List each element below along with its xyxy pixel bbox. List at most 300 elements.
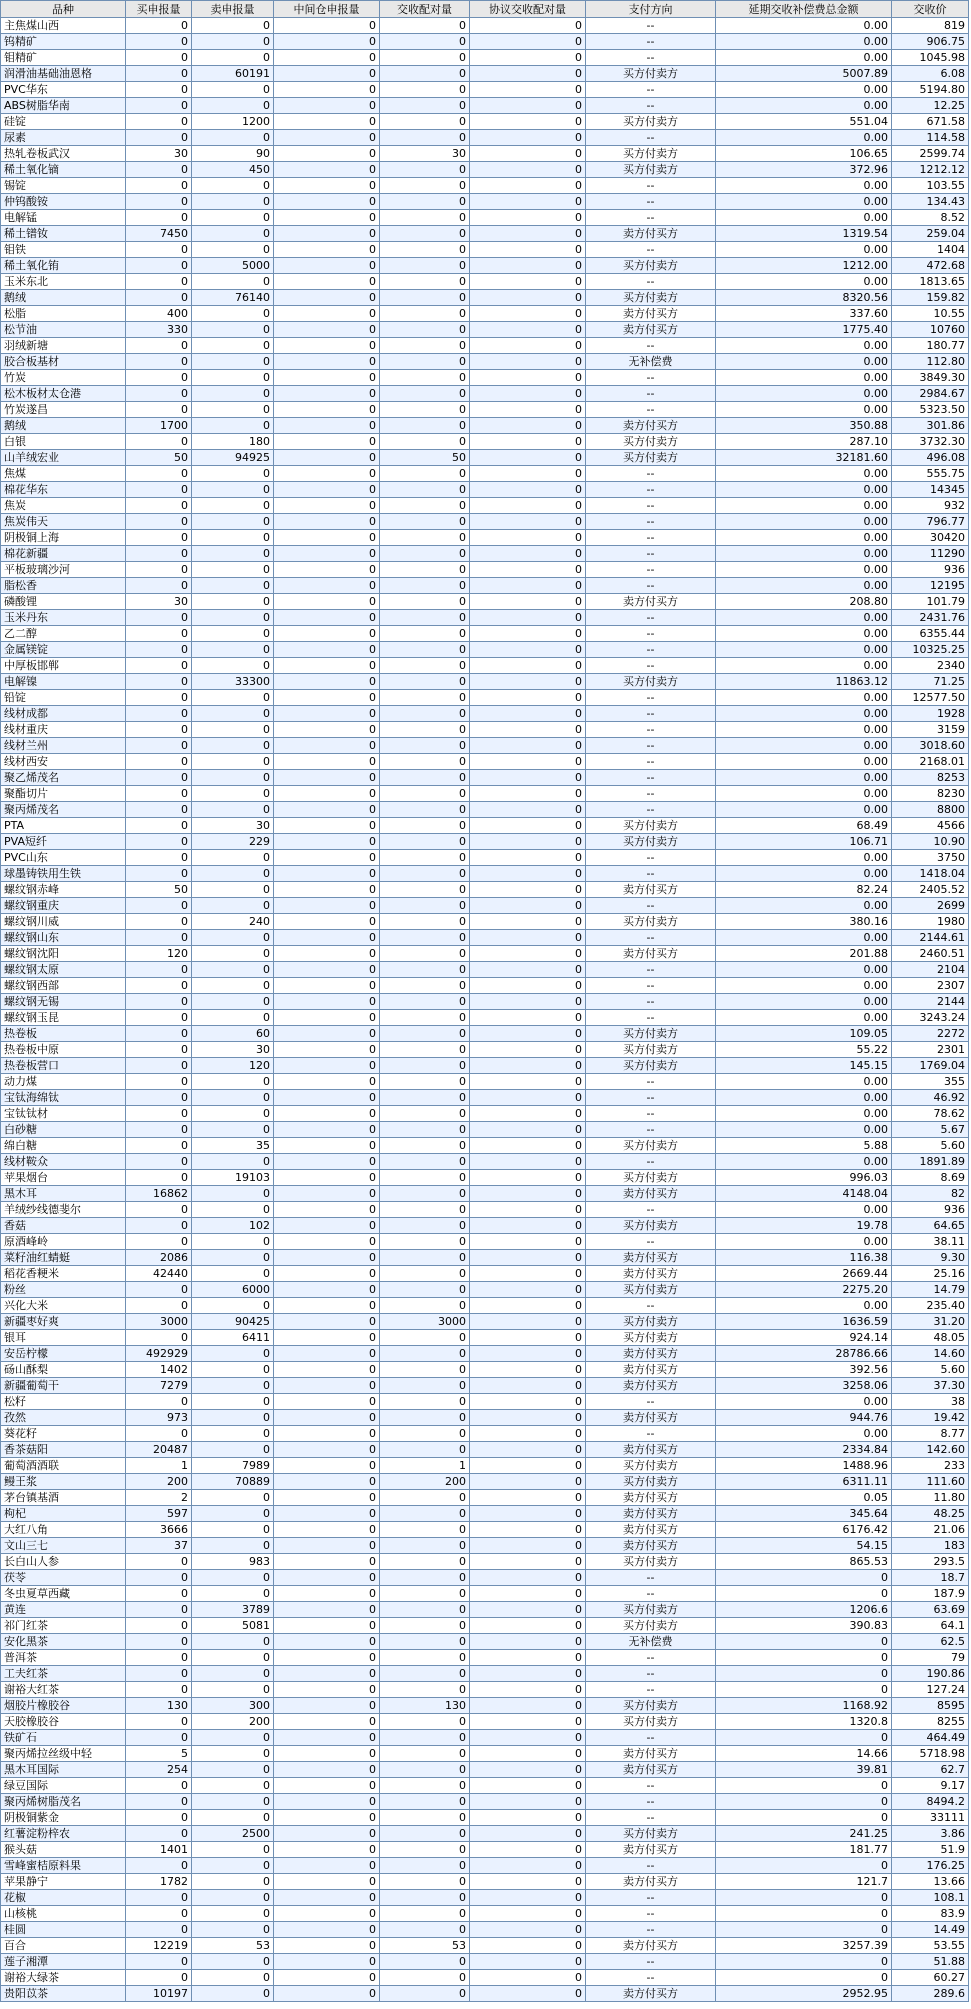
cell-sell-declared: 0: [192, 786, 274, 802]
cell-delivery-price: 159.82: [892, 290, 969, 306]
cell-delivery-matched: 0: [380, 386, 470, 402]
cell-sell-declared: 0: [192, 1186, 274, 1202]
cell-variety: 黑木耳国际: [1, 1762, 126, 1778]
cell-agreement-matched: 0: [470, 1458, 586, 1474]
table-row: [1, 178, 969, 194]
cell-delivery-matched: 0: [380, 930, 470, 946]
cell-middle-warehouse: 0: [274, 82, 380, 98]
cell-delivery-price: 10760: [892, 322, 969, 338]
cell-variety: 白银: [1, 434, 126, 450]
cell-delivery-matched: 0: [380, 770, 470, 786]
cell-delivery-matched: 0: [380, 1218, 470, 1234]
cell-deferred-compensation: 5.88: [716, 1138, 892, 1154]
cell-payment-direction: --: [586, 242, 716, 258]
cell-payment-direction: --: [586, 930, 716, 946]
cell-middle-warehouse: 0: [274, 1698, 380, 1714]
cell-middle-warehouse: 0: [274, 1026, 380, 1042]
cell-deferred-compensation: 0.00: [716, 978, 892, 994]
cell-deferred-compensation: 5007.89: [716, 66, 892, 82]
cell-agreement-matched: 0: [470, 82, 586, 98]
cell-variety: 绿豆国际: [1, 1778, 126, 1794]
table-row: [1, 386, 969, 402]
cell-sell-declared: 0: [192, 1346, 274, 1362]
cell-variety: 焦炭伟天: [1, 514, 126, 530]
cell-buy-declared: 597: [126, 1506, 192, 1522]
cell-payment-direction: --: [586, 1922, 716, 1938]
table-row: [1, 1922, 969, 1938]
cell-delivery-price: 496.08: [892, 450, 969, 466]
cell-buy-declared: 0: [126, 1730, 192, 1746]
cell-middle-warehouse: 0: [274, 802, 380, 818]
cell-variety: 螺纹钢西部: [1, 978, 126, 994]
cell-payment-direction: --: [586, 1586, 716, 1602]
cell-buy-declared: 0: [126, 290, 192, 306]
cell-deferred-compensation: 1319.54: [716, 226, 892, 242]
cell-agreement-matched: 0: [470, 1858, 586, 1874]
cell-sell-declared: 0: [192, 1106, 274, 1122]
cell-variety: 螺纹钢太原: [1, 962, 126, 978]
cell-delivery-price: 48.05: [892, 1330, 969, 1346]
cell-delivery-matched: 0: [380, 1874, 470, 1890]
cell-agreement-matched: 0: [470, 386, 586, 402]
cell-variety: 鹅绒: [1, 290, 126, 306]
cell-variety: 莲子湘潭: [1, 1954, 126, 1970]
cell-payment-direction: --: [586, 50, 716, 66]
cell-deferred-compensation: 0.00: [716, 18, 892, 34]
cell-variety: 铅锭: [1, 690, 126, 706]
cell-deferred-compensation: 865.53: [716, 1554, 892, 1570]
cell-deferred-compensation: 0.00: [716, 1122, 892, 1138]
cell-payment-direction: 卖方付买方: [586, 946, 716, 962]
cell-sell-declared: 0: [192, 1538, 274, 1554]
cell-delivery-price: 6.08: [892, 66, 969, 82]
table-row: [1, 1170, 969, 1186]
cell-payment-direction: --: [586, 1298, 716, 1314]
cell-middle-warehouse: 0: [274, 1730, 380, 1746]
cell-middle-warehouse: 0: [274, 642, 380, 658]
cell-deferred-compensation: 0.00: [716, 546, 892, 562]
cell-sell-declared: 0: [192, 482, 274, 498]
cell-variety: 螺纹钢赤峰: [1, 882, 126, 898]
table-row: [1, 1714, 969, 1730]
cell-agreement-matched: 0: [470, 210, 586, 226]
cell-deferred-compensation: 0.00: [716, 1394, 892, 1410]
cell-agreement-matched: 0: [470, 1554, 586, 1570]
cell-buy-declared: 0: [126, 354, 192, 370]
cell-sell-declared: 0: [192, 1874, 274, 1890]
cell-delivery-matched: 0: [380, 1650, 470, 1666]
cell-deferred-compensation: 0.00: [716, 578, 892, 594]
cell-deferred-compensation: 28786.66: [716, 1346, 892, 1362]
cell-buy-declared: 0: [126, 562, 192, 578]
cell-buy-declared: 0: [126, 1282, 192, 1298]
cell-delivery-price: 9.17: [892, 1778, 969, 1794]
cell-sell-declared: 0: [192, 354, 274, 370]
cell-sell-declared: 0: [192, 1778, 274, 1794]
cell-sell-declared: 0: [192, 1810, 274, 1826]
cell-delivery-price: 2144: [892, 994, 969, 1010]
cell-delivery-matched: 0: [380, 1682, 470, 1698]
cell-payment-direction: --: [586, 1394, 716, 1410]
cell-middle-warehouse: 0: [274, 386, 380, 402]
cell-delivery-price: 796.77: [892, 514, 969, 530]
cell-delivery-matched: 0: [380, 162, 470, 178]
cell-middle-warehouse: 0: [274, 1570, 380, 1586]
cell-agreement-matched: 0: [470, 466, 586, 482]
cell-delivery-matched: 0: [380, 1138, 470, 1154]
cell-middle-warehouse: 0: [274, 674, 380, 690]
cell-sell-declared: 0: [192, 1794, 274, 1810]
cell-delivery-matched: 30: [380, 146, 470, 162]
cell-deferred-compensation: 0.00: [716, 610, 892, 626]
cell-buy-declared: 0: [126, 738, 192, 754]
cell-delivery-price: 64.65: [892, 1218, 969, 1234]
cell-delivery-matched: 0: [380, 434, 470, 450]
cell-agreement-matched: 0: [470, 1090, 586, 1106]
cell-middle-warehouse: 0: [274, 818, 380, 834]
cell-middle-warehouse: 0: [274, 1618, 380, 1634]
cell-delivery-price: 10.90: [892, 834, 969, 850]
table-row: [1, 1810, 969, 1826]
cell-middle-warehouse: 0: [274, 322, 380, 338]
cell-delivery-matched: 0: [380, 1058, 470, 1074]
table-row: [1, 1298, 969, 1314]
cell-agreement-matched: 0: [470, 322, 586, 338]
cell-variety: 新疆葡萄干: [1, 1378, 126, 1394]
table-row: [1, 130, 969, 146]
table-row: [1, 1458, 969, 1474]
cell-agreement-matched: 0: [470, 1122, 586, 1138]
cell-deferred-compensation: 0: [716, 1666, 892, 1682]
cell-sell-declared: 5081: [192, 1618, 274, 1634]
cell-sell-declared: 0: [192, 1298, 274, 1314]
cell-middle-warehouse: 0: [274, 1106, 380, 1122]
cell-payment-direction: --: [586, 962, 716, 978]
cell-delivery-matched: 0: [380, 1074, 470, 1090]
cell-delivery-matched: 0: [380, 994, 470, 1010]
cell-delivery-matched: 0: [380, 1186, 470, 1202]
cell-sell-declared: 0: [192, 418, 274, 434]
cell-buy-declared: 20487: [126, 1442, 192, 1458]
cell-sell-declared: 0: [192, 626, 274, 642]
cell-agreement-matched: 0: [470, 146, 586, 162]
cell-delivery-price: 8494.2: [892, 1794, 969, 1810]
cell-delivery-matched: 0: [380, 306, 470, 322]
cell-payment-direction: 买方付卖方: [586, 1714, 716, 1730]
cell-variety: 钼铁: [1, 242, 126, 258]
cell-buy-declared: 0: [126, 1426, 192, 1442]
cell-buy-declared: 0: [126, 1618, 192, 1634]
cell-delivery-price: 11290: [892, 546, 969, 562]
cell-delivery-matched: 0: [380, 1778, 470, 1794]
cell-deferred-compensation: 201.88: [716, 946, 892, 962]
cell-deferred-compensation: 0.00: [716, 1202, 892, 1218]
cell-payment-direction: 买方付卖方: [586, 834, 716, 850]
cell-sell-declared: 35: [192, 1138, 274, 1154]
cell-delivery-price: 101.79: [892, 594, 969, 610]
cell-buy-declared: 0: [126, 1602, 192, 1618]
cell-deferred-compensation: 0.00: [716, 1234, 892, 1250]
cell-agreement-matched: 0: [470, 978, 586, 994]
cell-variety: 安化黑茶: [1, 1634, 126, 1650]
table-row: [1, 306, 969, 322]
cell-deferred-compensation: 0.00: [716, 338, 892, 354]
table-body: [1, 18, 969, 2002]
cell-buy-declared: 30: [126, 594, 192, 610]
cell-buy-declared: 0: [126, 834, 192, 850]
table-row: [1, 770, 969, 786]
cell-deferred-compensation: 0.00: [716, 34, 892, 50]
cell-variety: 花椒: [1, 1890, 126, 1906]
cell-middle-warehouse: 0: [274, 530, 380, 546]
cell-payment-direction: 卖方付买方: [586, 594, 716, 610]
cell-sell-declared: 983: [192, 1554, 274, 1570]
cell-delivery-matched: 0: [380, 1586, 470, 1602]
cell-buy-declared: 0: [126, 546, 192, 562]
cell-delivery-price: 14.49: [892, 1922, 969, 1938]
cell-middle-warehouse: 0: [274, 1330, 380, 1346]
cell-sell-declared: 0: [192, 1570, 274, 1586]
cell-variety: 脂松香: [1, 578, 126, 594]
cell-delivery-price: 4566: [892, 818, 969, 834]
cell-payment-direction: --: [586, 1122, 716, 1138]
cell-delivery-price: 134.43: [892, 194, 969, 210]
table-row: [1, 354, 969, 370]
cell-middle-warehouse: 0: [274, 1490, 380, 1506]
cell-delivery-matched: 0: [380, 1362, 470, 1378]
cell-buy-declared: 0: [126, 1890, 192, 1906]
table-row: [1, 610, 969, 626]
cell-buy-declared: 0: [126, 194, 192, 210]
cell-middle-warehouse: 0: [274, 1362, 380, 1378]
cell-variety: 螺纹钢川威: [1, 914, 126, 930]
cell-payment-direction: --: [586, 1810, 716, 1826]
cell-delivery-matched: 3000: [380, 1314, 470, 1330]
cell-agreement-matched: 0: [470, 642, 586, 658]
cell-middle-warehouse: 0: [274, 578, 380, 594]
cell-sell-declared: 0: [192, 610, 274, 626]
cell-sell-declared: 6411: [192, 1330, 274, 1346]
cell-agreement-matched: 0: [470, 1250, 586, 1266]
cell-middle-warehouse: 0: [274, 1874, 380, 1890]
cell-agreement-matched: 0: [470, 66, 586, 82]
cell-variety: 茅台镇基酒: [1, 1490, 126, 1506]
table-row: [1, 706, 969, 722]
cell-delivery-matched: 0: [380, 1026, 470, 1042]
cell-agreement-matched: 0: [470, 706, 586, 722]
cell-payment-direction: 卖方付买方: [586, 1362, 716, 1378]
cell-buy-declared: 7450: [126, 226, 192, 242]
cell-deferred-compensation: 0: [716, 1906, 892, 1922]
cell-middle-warehouse: 0: [274, 1970, 380, 1986]
cell-variety: 黑木耳: [1, 1186, 126, 1202]
cell-variety: 羽绒新塘: [1, 338, 126, 354]
cell-sell-declared: 0: [192, 1154, 274, 1170]
cell-sell-declared: 0: [192, 1410, 274, 1426]
table-row: [1, 1954, 969, 1970]
cell-buy-declared: 0: [126, 898, 192, 914]
table-row: [1, 1906, 969, 1922]
cell-agreement-matched: 0: [470, 1138, 586, 1154]
cell-agreement-matched: 0: [470, 1170, 586, 1186]
cell-delivery-price: 2301: [892, 1042, 969, 1058]
cell-deferred-compensation: 2334.84: [716, 1442, 892, 1458]
table-header-row: [1, 1, 969, 18]
cell-delivery-price: 46.92: [892, 1090, 969, 1106]
cell-payment-direction: 卖方付买方: [586, 306, 716, 322]
cell-delivery-matched: 0: [380, 1042, 470, 1058]
cell-sell-declared: 0: [192, 50, 274, 66]
cell-sell-declared: 0: [192, 1954, 274, 1970]
cell-delivery-price: 8.77: [892, 1426, 969, 1442]
cell-agreement-matched: 0: [470, 1394, 586, 1410]
cell-delivery-matched: 0: [380, 338, 470, 354]
header-buy-declared: 买申报量: [126, 1, 192, 18]
cell-delivery-price: 259.04: [892, 226, 969, 242]
cell-delivery-matched: 0: [380, 1506, 470, 1522]
cell-delivery-price: 472.68: [892, 258, 969, 274]
cell-payment-direction: --: [586, 1858, 716, 1874]
cell-delivery-price: 63.69: [892, 1602, 969, 1618]
cell-variety: 聚丙烯树脂茂名: [1, 1794, 126, 1810]
cell-middle-warehouse: 0: [274, 1314, 380, 1330]
cell-deferred-compensation: 106.65: [716, 146, 892, 162]
cell-delivery-price: 3849.30: [892, 370, 969, 386]
cell-payment-direction: 买方付卖方: [586, 1218, 716, 1234]
cell-deferred-compensation: 0.00: [716, 1010, 892, 1026]
cell-delivery-price: 12195: [892, 578, 969, 594]
cell-variety: 螺纹钢无锡: [1, 994, 126, 1010]
cell-buy-declared: 0: [126, 34, 192, 50]
cell-deferred-compensation: 0: [716, 1954, 892, 1970]
cell-delivery-matched: 0: [380, 1410, 470, 1426]
cell-variety: 棉花新疆: [1, 546, 126, 562]
table-row: [1, 274, 969, 290]
cell-variety: 天胶橡胶谷: [1, 1714, 126, 1730]
cell-delivery-matched: 0: [380, 1842, 470, 1858]
cell-delivery-price: 5718.98: [892, 1746, 969, 1762]
cell-sell-declared: 0: [192, 1730, 274, 1746]
cell-agreement-matched: 0: [470, 1650, 586, 1666]
cell-deferred-compensation: 0.00: [716, 658, 892, 674]
cell-middle-warehouse: 0: [274, 898, 380, 914]
cell-delivery-price: 1045.98: [892, 50, 969, 66]
cell-deferred-compensation: 0.00: [716, 354, 892, 370]
cell-deferred-compensation: 0.00: [716, 1154, 892, 1170]
cell-delivery-price: 14345: [892, 482, 969, 498]
cell-payment-direction: 卖方付买方: [586, 322, 716, 338]
cell-middle-warehouse: 0: [274, 1090, 380, 1106]
cell-variety: 硅锭: [1, 114, 126, 130]
cell-delivery-price: 180.77: [892, 338, 969, 354]
cell-delivery-matched: 0: [380, 722, 470, 738]
table-row: [1, 1842, 969, 1858]
cell-sell-declared: 0: [192, 370, 274, 386]
cell-deferred-compensation: 0.00: [716, 178, 892, 194]
table-row: [1, 1874, 969, 1890]
cell-sell-declared: 0: [192, 978, 274, 994]
cell-deferred-compensation: 1636.59: [716, 1314, 892, 1330]
cell-buy-declared: 0: [126, 1922, 192, 1938]
cell-deferred-compensation: 0.00: [716, 370, 892, 386]
cell-delivery-price: 183: [892, 1538, 969, 1554]
cell-sell-declared: 70889: [192, 1474, 274, 1490]
cell-deferred-compensation: 0.00: [716, 194, 892, 210]
cell-payment-direction: 买方付卖方: [586, 290, 716, 306]
cell-agreement-matched: 0: [470, 530, 586, 546]
cell-agreement-matched: 0: [470, 178, 586, 194]
cell-deferred-compensation: 6176.42: [716, 1522, 892, 1538]
table-row: [1, 1378, 969, 1394]
cell-delivery-price: 64.1: [892, 1618, 969, 1634]
cell-buy-declared: 50: [126, 450, 192, 466]
table-row: [1, 1490, 969, 1506]
cell-delivery-matched: 0: [380, 946, 470, 962]
cell-sell-declared: 0: [192, 1506, 274, 1522]
cell-agreement-matched: 0: [470, 1410, 586, 1426]
table-row: [1, 1314, 969, 1330]
cell-buy-declared: 0: [126, 1650, 192, 1666]
cell-delivery-price: 906.75: [892, 34, 969, 50]
cell-deferred-compensation: 0.00: [716, 386, 892, 402]
cell-deferred-compensation: 0.00: [716, 850, 892, 866]
cell-buy-declared: 0: [126, 274, 192, 290]
cell-middle-warehouse: 0: [274, 1842, 380, 1858]
cell-payment-direction: 买方付卖方: [586, 146, 716, 162]
table-row: [1, 658, 969, 674]
cell-middle-warehouse: 0: [274, 1058, 380, 1074]
cell-variety: 宝钛海绵钛: [1, 1090, 126, 1106]
cell-payment-direction: --: [586, 178, 716, 194]
cell-delivery-matched: 53: [380, 1938, 470, 1954]
cell-payment-direction: --: [586, 706, 716, 722]
cell-delivery-price: 3159: [892, 722, 969, 738]
cell-payment-direction: --: [586, 1970, 716, 1986]
cell-sell-declared: 0: [192, 898, 274, 914]
cell-middle-warehouse: 0: [274, 1858, 380, 1874]
cell-agreement-matched: 0: [470, 1698, 586, 1714]
cell-payment-direction: --: [586, 1010, 716, 1026]
cell-agreement-matched: 0: [470, 722, 586, 738]
cell-agreement-matched: 0: [470, 34, 586, 50]
cell-deferred-compensation: 337.60: [716, 306, 892, 322]
cell-variety: 竹炭遂昌: [1, 402, 126, 418]
cell-variety: 螺纹钢玉昆: [1, 1010, 126, 1026]
cell-delivery-price: 5194.80: [892, 82, 969, 98]
cell-variety: 苹果静宁: [1, 1874, 126, 1890]
cell-delivery-matched: 0: [380, 1746, 470, 1762]
cell-middle-warehouse: 0: [274, 978, 380, 994]
cell-agreement-matched: 0: [470, 290, 586, 306]
cell-delivery-matched: 0: [380, 674, 470, 690]
cell-variety: 铁矿石: [1, 1730, 126, 1746]
cell-payment-direction: --: [586, 786, 716, 802]
cell-payment-direction: 买方付卖方: [586, 1314, 716, 1330]
cell-variety: 棉花华东: [1, 482, 126, 498]
cell-agreement-matched: 0: [470, 1730, 586, 1746]
cell-middle-warehouse: 0: [274, 690, 380, 706]
cell-agreement-matched: 0: [470, 1666, 586, 1682]
cell-deferred-compensation: 350.88: [716, 418, 892, 434]
cell-payment-direction: --: [586, 642, 716, 658]
cell-sell-declared: 240: [192, 914, 274, 930]
cell-payment-direction: --: [586, 1778, 716, 1794]
table-row: [1, 1282, 969, 1298]
cell-variety: 桂圆: [1, 1922, 126, 1938]
cell-delivery-price: 51.9: [892, 1842, 969, 1858]
cell-middle-warehouse: 0: [274, 1250, 380, 1266]
table-row: [1, 866, 969, 882]
